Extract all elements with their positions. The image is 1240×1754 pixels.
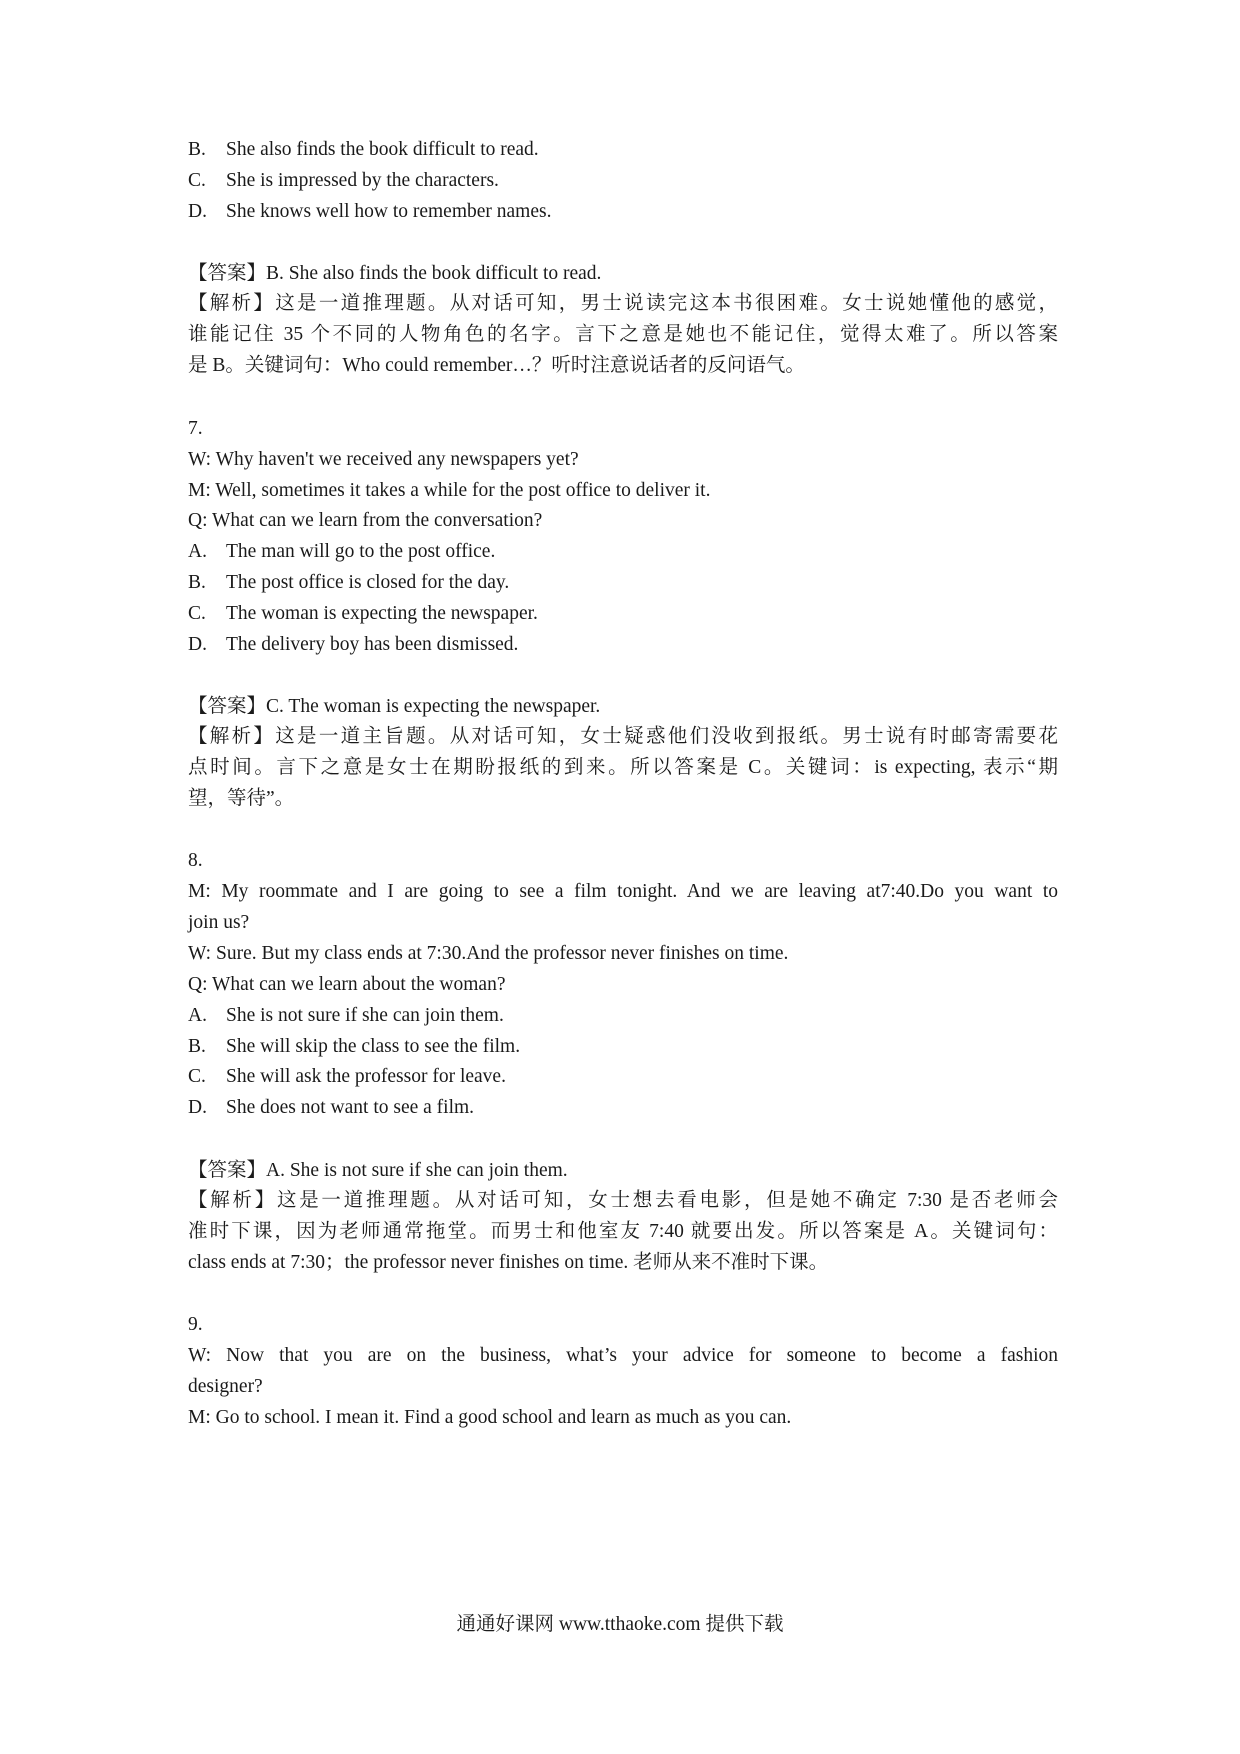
option-text: She will skip the class to see the film. (226, 1036, 521, 1057)
q8-question: Q: What can we learn about the woman? (188, 974, 506, 995)
q7-dialogue-w: W: Why haven't we received any newspapers yet? (188, 449, 579, 470)
option-text: She knows well how to remember names. (226, 201, 552, 222)
option-letter: C. (188, 603, 206, 624)
option-text: She does not want to see a film. (226, 1097, 475, 1118)
q9-dialogue-m: M: Go to school. I mean it. Find a good school and learn as much as you can. (188, 1407, 792, 1428)
q8-analysis-line-2: 准时下课，因为老师通常拖堂。而男士和他室友 7:40 就要出发。所以答案是 A。关键词句： (188, 1221, 1058, 1242)
q7-option-a (188, 540, 495, 564)
q8-answer: 【答案】A. She is not sure if she can join them. (188, 1160, 568, 1181)
q6-answer: 【答案】B. She also finds the book difficult to read. (188, 263, 602, 284)
q6-analysis-line-1: 【解析】这是一道推理题。从对话可知，男士说读完这本书很困难。女士说她懂他的感觉， (188, 293, 1058, 314)
q7-analysis-line-1: 【解析】这是一道主旨题。从对话可知，女士疑惑他们没收到报纸。男士说有时邮寄需要花 (188, 726, 1058, 747)
option-text: The post office is closed for the day. (226, 572, 510, 593)
option-letter: D. (188, 201, 207, 222)
option-text: She is not sure if she can join them. (226, 1005, 504, 1026)
q6-analysis-line-2: 谁能记住 35 个不同的人物角色的名字。言下之意是她也不能记住，觉得太难了。所以答案 (188, 324, 1058, 345)
option-letter: B. (188, 572, 206, 593)
option-letter: A. (188, 1005, 207, 1026)
q8-dialogue-m-line-2: join us? (188, 912, 250, 933)
option-text: She is impressed by the characters. (226, 170, 499, 191)
q7-analysis-line-2: 点时间。言下之意是女士在期盼报纸的到来。所以答案是 C。关键词：is expecting, 表示“期 (188, 757, 1058, 778)
q9-dialogue-w-line-1: W: Now that you are on the business, what’s your advice for someone to become a fashion (188, 1345, 1058, 1366)
q8-option-a (188, 1004, 504, 1028)
page-footer: 通通好课网 www.tthaoke.com 提供下载 (456, 1614, 784, 1635)
option-letter: A. (188, 541, 207, 562)
q8-number: 8. (188, 850, 203, 871)
q6-option-b (188, 138, 539, 162)
option-letter: D. (188, 1097, 207, 1118)
q8-option-d (188, 1096, 474, 1120)
option-letter: B. (188, 139, 206, 160)
option-letter: C. (188, 170, 206, 191)
q6-option-d (188, 200, 551, 224)
q9-dialogue-w-line-2: designer? (188, 1376, 263, 1397)
option-text: She also finds the book difficult to read. (226, 139, 539, 160)
option-text: The man will go to the post office. (226, 541, 496, 562)
q7-dialogue-m: M: Well, sometimes it takes a while for the post office to deliver it. (188, 480, 711, 501)
q8-analysis-line-1: 【解析】这是一道推理题。从对话可知，女士想去看电影，但是她不确定 7:30 是否老师会 (188, 1190, 1058, 1211)
option-text: She will ask the professor for leave. (226, 1066, 506, 1087)
q7-answer: 【答案】C. The woman is expecting the newspaper. (188, 696, 601, 717)
q7-option-b (188, 571, 509, 595)
option-text: The delivery boy has been dismissed. (226, 634, 519, 655)
option-letter: C. (188, 1066, 206, 1087)
option-letter: D. (188, 634, 207, 655)
q8-dialogue-m-line-1: M: My roommate and I are going to see a film tonight. And we are leaving at7:40.Do you want to (188, 881, 1058, 902)
option-text: The woman is expecting the newspaper. (226, 603, 538, 624)
q8-option-b (188, 1035, 520, 1059)
q7-option-c (188, 602, 538, 626)
q8-analysis-line-3: class ends at 7:30；the professor never finishes on time. 老师从来不准时下课。 (188, 1252, 829, 1273)
q8-option-c (188, 1065, 506, 1089)
q7-analysis-line-3: 望，等待”。 (188, 788, 295, 809)
q8-dialogue-w: W: Sure. But my class ends at 7:30.And the professor never finishes on time. (188, 943, 789, 964)
q6-analysis-line-3: 是 B。关键词句：Who could remember…？听时注意说话者的反问语气。 (188, 355, 805, 376)
option-letter: B. (188, 1036, 206, 1057)
q7-question: Q: What can we learn from the conversation? (188, 510, 543, 531)
q6-option-c (188, 169, 499, 193)
q7-option-d (188, 633, 518, 657)
q7-number: 7. (188, 418, 203, 439)
q9-number: 9. (188, 1314, 203, 1335)
